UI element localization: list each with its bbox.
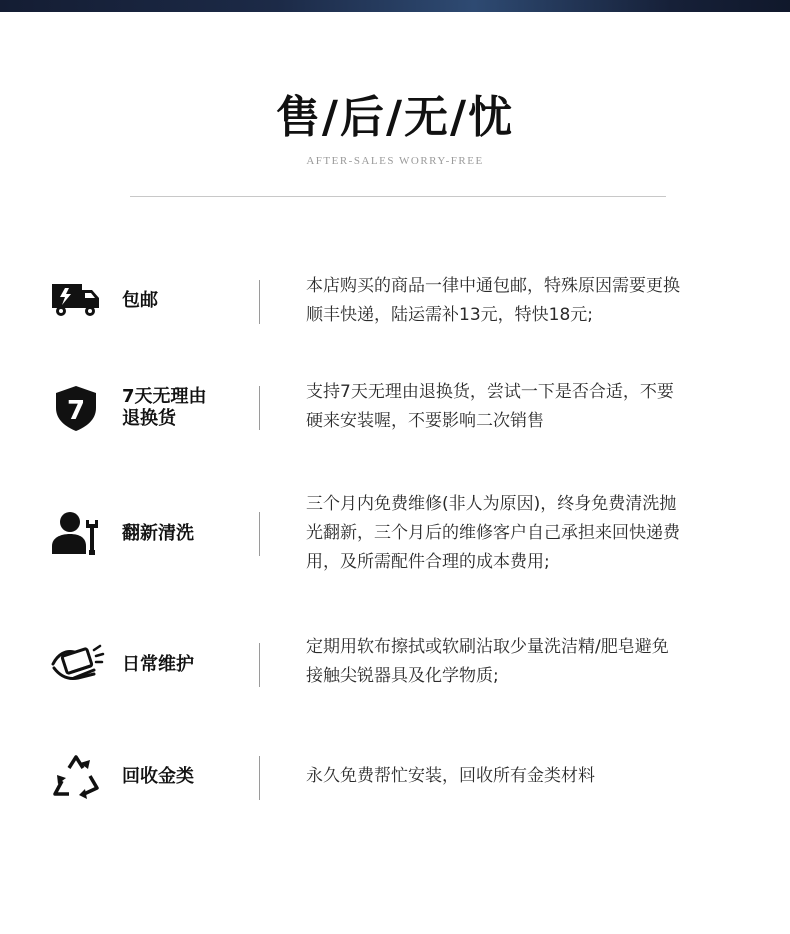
service-row-refurbish-clean (0, 480, 790, 590)
row-separator (259, 512, 260, 556)
row-separator (259, 756, 260, 800)
delivery-truck-icon (50, 280, 102, 328)
recycle-icon (52, 754, 104, 802)
row-separator (259, 280, 260, 324)
row-separator (259, 643, 260, 687)
service-label: 翻新清洗 (122, 523, 194, 544)
technician-wrench-icon (50, 510, 102, 558)
service-description: 永久免费帮忙安装，回收所有金类材料 (306, 766, 595, 786)
service-row-seven-day-return (0, 368, 790, 448)
service-description: 定期用软布擦拭或软刷沾取少量洗洁精/肥皂避免 接触尖锐器具及化学物质; (306, 637, 669, 686)
service-row-daily-care (0, 630, 790, 710)
shield-number: 7 (66, 396, 86, 426)
row-separator (259, 386, 260, 430)
page-header (0, 88, 790, 168)
service-description: 本店购买的商品一律中通包邮，特殊原因需要更换 顺丰快递，陆运需补13元，特快18元; (306, 276, 680, 325)
service-row-free-shipping (0, 262, 790, 342)
shield-seven-icon (52, 384, 104, 432)
service-label: 包邮 (122, 290, 158, 311)
service-description: 三个月内免费维修(非人为原因)，终身免费清洗抛 光翻新，三个月后的维修客户自己承担来回快递费 用，及所需配件合理的成本费用; (306, 494, 680, 572)
hand-cleaning-icon (50, 642, 102, 690)
page-subtitle: AFTER-SALES WORRY-FREE (306, 155, 484, 167)
top-banner-strip (0, 0, 790, 12)
page-title: 售/后/无/忧 (275, 92, 515, 143)
service-row-recycle-gold (0, 752, 790, 812)
service-description: 支持7天无理由退换货，尝试一下是否合适，不要 硬来安装喔，不要影响二次销售 (306, 382, 674, 431)
service-label: 回收金类 (122, 766, 194, 787)
header-divider (130, 196, 666, 197)
service-label: 日常维护 (122, 654, 194, 675)
service-label: 7天无理由 退换货 (122, 386, 207, 429)
